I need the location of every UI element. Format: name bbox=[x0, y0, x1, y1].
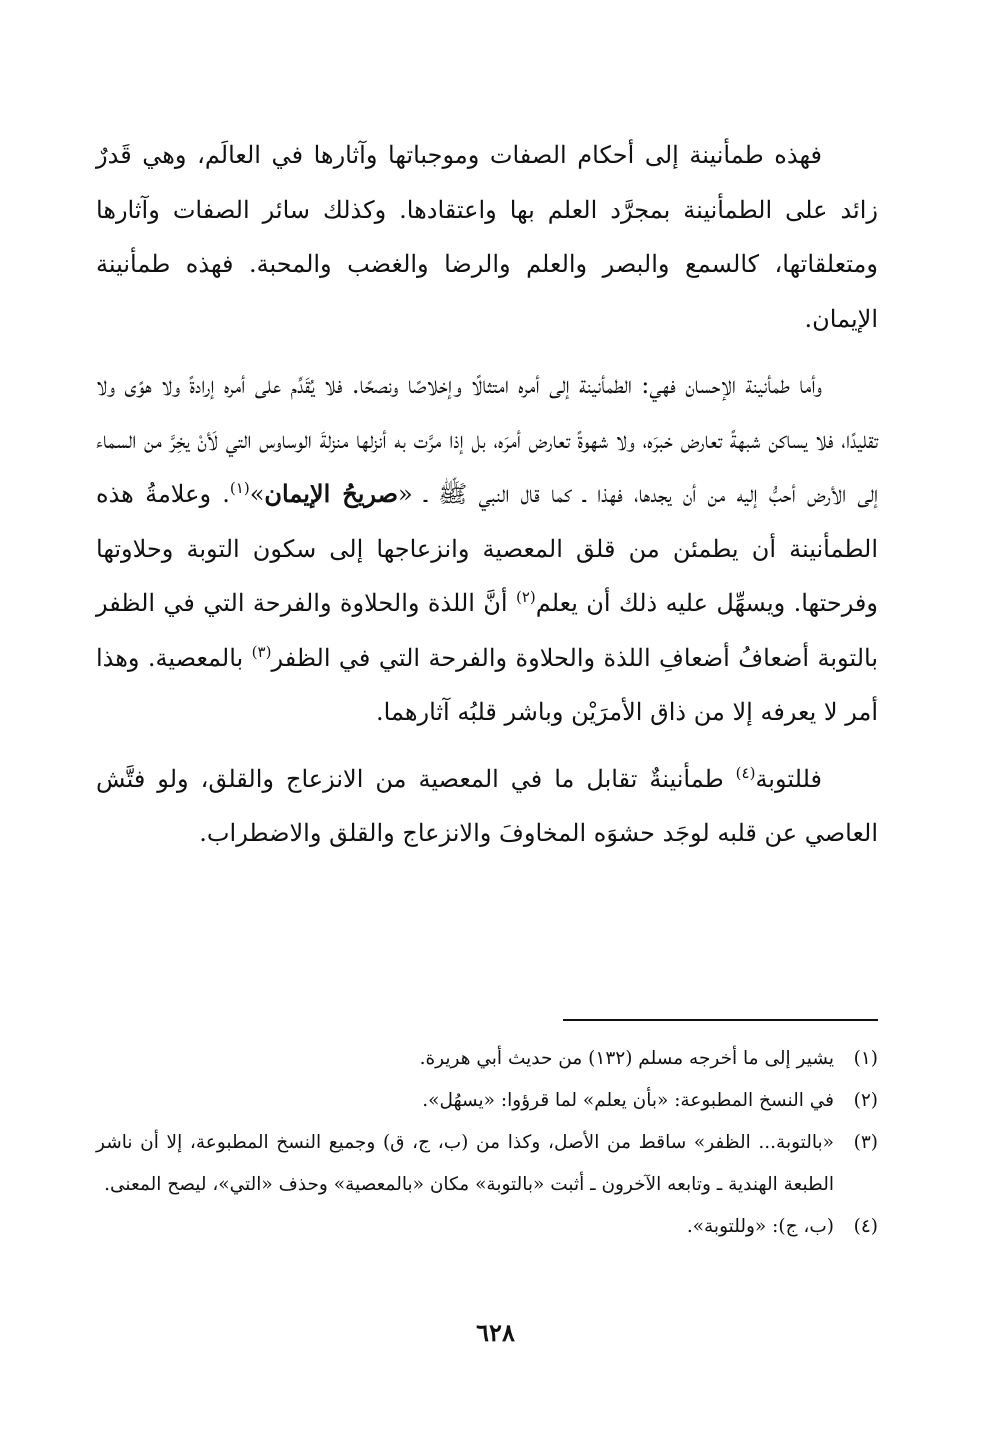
footnote-item bbox=[96, 1122, 878, 1206]
footnote-item bbox=[96, 1038, 878, 1080]
text-run: طمأنينةٌ تقابل ما في المعصية من الانزعاج والقلق، ولو فتَّش العاصي عن قلبه لوجَد حشوَه المخاوفَ والانزعاج والقلق والاضطراب. bbox=[96, 764, 878, 847]
footnote-separator bbox=[563, 1019, 878, 1021]
footnote-text: في النسخ المطبوعة: «بأن يعلم» لما قرؤوا: «يسهُل». bbox=[422, 1090, 834, 1111]
footnote-number: (٢) bbox=[853, 1090, 878, 1111]
page-number: ٦٢٨ bbox=[476, 1318, 515, 1347]
paragraph bbox=[96, 752, 878, 861]
text-run: » bbox=[249, 480, 265, 508]
text-run: فهذه طمأنينة إلى أحكام الصفات وموجباتها وآثارها في العالَم، وهي قَدرٌ زائد على الطمأنينة بمجرَّد العلم بها واعتقادها. وكذلك سائر الصفات وآثارها ومتعلقاتها، كالسمع والبصر والعلم والرضا والغضب والمحبة. فهذه طمأنينة الإيمان. bbox=[96, 141, 878, 333]
footnote-reference: (٣) bbox=[251, 642, 272, 661]
paragraph bbox=[96, 128, 878, 346]
footnote-number: (٤) bbox=[853, 1216, 878, 1237]
footnote-number: (١) bbox=[853, 1048, 878, 1069]
footnote-item bbox=[96, 1080, 878, 1122]
text-run: بالمعصية. وهذا أمر لا يعرفه إلا من ذاق الأمرَيْن وباشر قلبُه آثارهما. bbox=[96, 643, 878, 726]
footnote-reference: (١) bbox=[229, 479, 250, 497]
footnote-reference: (٤) bbox=[735, 763, 756, 782]
footnote-reference: (٢) bbox=[515, 588, 536, 606]
text-run: وأما طمأنينة الإحسان فهي: الطمأنينة إلى أمره امتثالًا وإخلاصًا ونصحًا. فلا يُقَدِّم على أمره إرادةً ولا هوًى ولا تقليدًا، فلا يساكن شبهةً تعارض خبرَه، ولا شهوةً تعارض أمرَه، بل إذا مرَّت به أنزلها منزلةَ الوساوس التي لَأنْ يخِرَّ من السماء إلى الأرض أحبُّ إليه من أن يجدها، فهذا ـ كما قال النبي ﷺ ـ « bbox=[96, 371, 878, 508]
footnote-number: (٣) bbox=[853, 1132, 878, 1153]
footnote-text: (ب، ج): «وللتوبة». bbox=[686, 1216, 834, 1237]
footnote-text: «بالتوبة... الظفر» ساقط من الأصل، وكذا من (ب، ج، ق) وجميع النسخ المطبوعة، إلا أن ناشر الطبعة الهندية ـ وتابعه الآخرون ـ أثبت «بالتوبة» مكان «بالمعصية» وحذف «التي»، ليصح المعنى. bbox=[96, 1132, 834, 1195]
text-run: فللتوبة bbox=[755, 764, 822, 793]
footnote-text: يشير إلى ما أخرجه مسلم (١٣٢) من حديث أبي هريرة. bbox=[419, 1048, 834, 1069]
text-run: . وعلامةُ هذه الطمأنينة أن يطمئن من قلق المعصية وانزعاجها إلى سكون التوبة وحلاوتها وفرحتها. ويسهِّل عليه ذلك أن يعلم bbox=[96, 480, 878, 617]
hadith-quote: صريحُ الإيمان bbox=[264, 479, 399, 508]
text-run: أنَّ اللذة والحلاوة والفرحة التي في الظفر بالتوبة أضعافُ أضعافِ اللذة والحلاوة والفرحة التي في الظفر bbox=[96, 589, 879, 672]
footnotes bbox=[96, 1038, 878, 1248]
footnote-item bbox=[96, 1206, 878, 1248]
paragraph bbox=[96, 358, 878, 740]
main-text bbox=[96, 128, 878, 861]
